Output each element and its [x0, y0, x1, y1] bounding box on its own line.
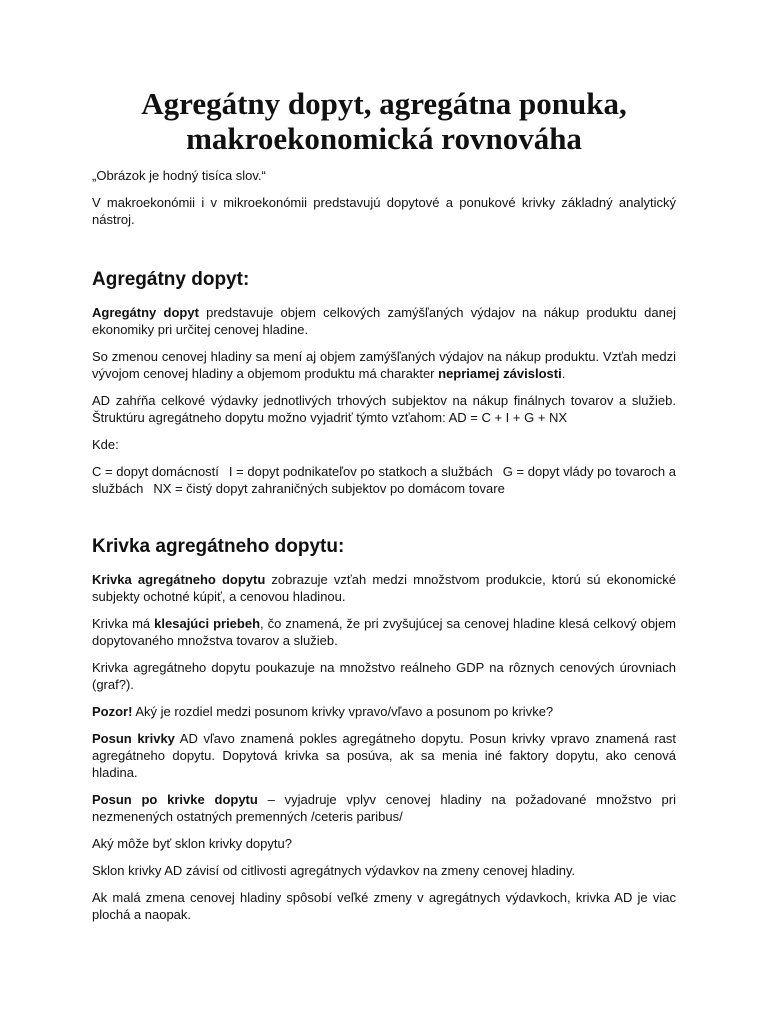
s2-p2-bold: klesajúci priebeh: [154, 616, 261, 631]
s1-paragraph-where: Kde:: [92, 437, 119, 452]
intro-quote: „Obrázok je hodný tisíca slov.“: [92, 168, 266, 183]
document-title: [92, 86, 676, 156]
s2-p5-bold: Posun krivky: [92, 731, 175, 746]
s2-paragraph-curve-shift: [92, 730, 676, 781]
s2-definition-text: zobrazuje vzťah medzi množstvom produkcie, ktorú sú ekonomické subjekty ochotné kúpiť, a cenovou hladinou.: [92, 572, 676, 604]
s2-p6-rest: – vyjadruje vplyv cenovej hladiny na požadované množstvo pri nezmenených ostatných premenných /ceteris paribus/: [92, 792, 676, 824]
s2-paragraph-movement-along: [92, 791, 676, 825]
s2-p5-rest: AD vľavo znamená pokles agregátneho dopytu. Posun krivky vpravo znamená rast agregátneho dopytu. Dopytová krivka sa posúva, ak sa menia iné faktory dopytu, ako cenová hladina.: [92, 731, 677, 780]
s1-p2-end: .: [561, 366, 566, 381]
s2-p4-rest: Aký je rozdiel medzi posunom krivky vpravo/vľavo a posunom po krivke?: [132, 704, 554, 719]
s2-paragraph-slope: [92, 615, 676, 649]
s1-p2-bold: nepriamej závislosti: [438, 366, 562, 381]
s1-paragraph-price-level: [92, 348, 676, 382]
s2-paragraph-attention: [92, 703, 676, 720]
s2-p6-bold: Posun po krivke dopytu: [92, 792, 258, 807]
component-i: I = dopyt podnikateľov po statkoch a službách: [228, 464, 493, 479]
s1-paragraph-definition: [92, 304, 676, 338]
component-g: G = dopyt vlády po tovaroch a službách: [92, 464, 676, 496]
s2-p2-rest: , čo znamená, že pri zvyšujúcej sa cenovej hladine klesá celkový objem dopytovaného množstva tovarov a služieb.: [92, 616, 677, 648]
s2-term: Krivka agregátneho dopytu: [92, 572, 266, 587]
section-heading-aggregate-demand: Agregátny dopyt:: [92, 269, 250, 290]
s1-definition-text: predstavuje objem celkových zamýšľaných výdajov na nákup produktu danej ekonomiky pri určitej cenovej hladine.: [92, 305, 676, 337]
s2-paragraph-question: Aký môže byť sklon krivky dopytu?: [92, 836, 292, 851]
s1-p2-text: So zmenou cenovej hladiny sa mení aj objem zamýšľaných výdajov na nákup produktu. Vzťah medzi vývojom cenovej hladiny a objemom produktu má charakter: [92, 349, 676, 381]
s2-p2-a: Krivka má: [92, 616, 155, 631]
component-c: C = dopyt domácností: [92, 464, 219, 479]
s1-paragraph-structure: AD zahŕňa celkové výdavky jednotlivých trhových subjektov na nákup finálnych tovarov a služieb. Štruktúru agregátneho dopytu možno vyjadriť týmto vzťahom: AD = C + I + G + NX: [92, 393, 676, 425]
s2-paragraph-flat: Ak malá zmena cenovej hladiny spôsobí veľké zmeny v agregátnych výdavkoch, krivka AD je viac plochá a naopak.: [92, 890, 676, 922]
s2-p4-bold: Pozor!: [92, 704, 133, 719]
s1-paragraph-components: [92, 463, 676, 497]
section-heading-ad-curve: Krivka agregátneho dopytu:: [92, 536, 345, 557]
s2-paragraph-sensitivity: Sklon krivky AD závisí od citlivosti agregátnych výdavkov na zmeny cenovej hladiny.: [92, 863, 576, 878]
title-line-2: makroekonomická rovnováha: [186, 121, 582, 156]
title-line-1: Agregátny dopyt, agregátna ponuka,: [141, 86, 627, 121]
s2-paragraph-gdp: Krivka agregátneho dopytu poukazuje na množstvo reálneho GDP na rôznych cenových úrovniach (graf?).: [92, 660, 676, 692]
intro-paragraph: V makroekonómii i v mikroekonómii predstavujú dopytové a ponukové krivky základný analytický nástroj.: [92, 195, 676, 227]
s1-term: Agregátny dopyt: [92, 305, 199, 320]
s2-paragraph-definition: [92, 571, 676, 605]
component-nx: NX = čistý dopyt zahraničných subjektov po domácom tovare: [153, 481, 505, 496]
